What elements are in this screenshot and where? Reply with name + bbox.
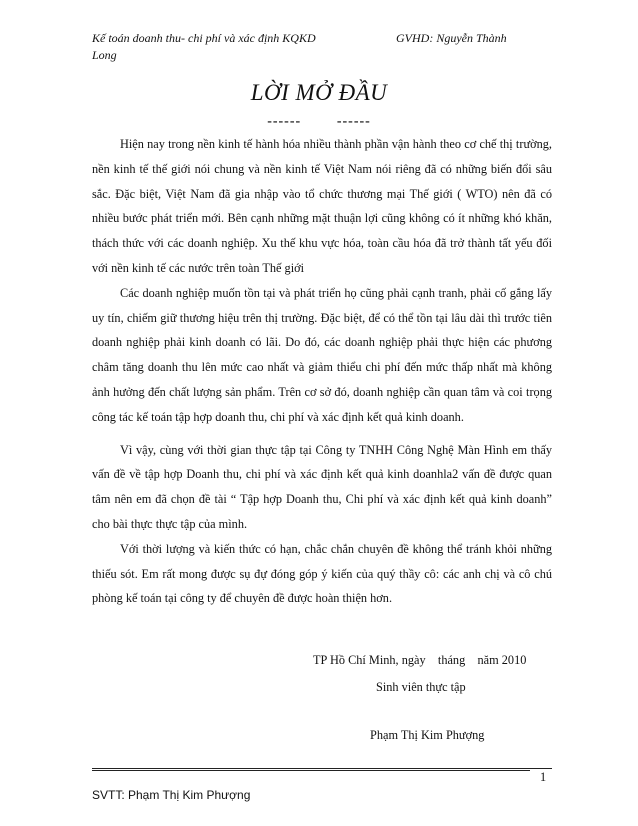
page-header [92,30,552,64]
title-ornament: ------ ------ [282,114,356,129]
signature-role: Sinh viên thực tập [376,680,466,694]
document-body [92,132,552,611]
paragraph-1: Hiện nay trong nền kinh tế hành hóa nhiều thành phần vận hành theo cơ chế thị trường, nền kinh tế thế giới nói chung và nền kinh tế Việt Nam nói riêng đã có những biến đổi sâu sắc. Đặc biệt, Việt Nam đã gia nhập vào tổ chức thương mại Thế giới ( WTO) nên đã có nhiều bước phát triển mới. Bên cạnh những mặt thuận lợi cũng không có ít những khó khăn, thách thức với các doanh nghiệp. Xu thế khu vực hóa, toàn cầu hóa đã trở thành tất yếu đối với nền kinh tế các nước trên toàn Thế giới [92,137,552,275]
header-right-text: GVHD: Nguyễn Thành [396,31,507,45]
header-left-text: Kế toán doanh thu- chi phí và xác định KQKD [92,31,316,45]
signature-place-date: TP Hồ Chí Minh, ngày tháng năm 2010 [313,653,527,667]
paragraph-3: Vì vậy, cùng với thời gian thực tập tại Công ty TNHH Công Nghệ Màn Hình em thấy vấn đề về tập hợp Doanh thu, chi phí và xác định kết quả kinh doanhla2 vấn đề được quan tâm nên em đã chọn đề tài “ Tập hợp Doanh thu, Chi phí và xác định kết quả kinh doanh” cho bài thực thực tập của mình. [92,442,552,531]
page-number: 1 [540,770,547,784]
page-title: LỜI MỞ ĐẦU [250,80,388,105]
header-continuation-text: Long [92,48,117,62]
paragraph-2: Các doanh nghiệp muốn tồn tại và phát triển họ cũng phải cạnh tranh, phải cố gắng lấy uy tín, chiếm giữ thương hiệu trên thị trường. Đặc biệt, để có thể tồn tại lâu dài thì trước tiên doanh nghiệp phải kinh doanh có lãi. Do đó, các doanh nghiệp phải thực hiện các phương châm tăng doanh thu lên mức cao nhất và giảm thiểu chi phí đến mức thấp nhất mà không ảnh hưởng đến chất lượng sản phẩm. Trên cơ sở đó, doanh nghiệp cần quan tâm và coi trọng công tác kế toán tập hợp doanh thu, chi phí và xác định kết quả kinh doanh. [92,285,552,424]
footer-rule-right [530,768,552,769]
footer-rule [92,768,530,771]
signature-name: Phạm Thị Kim Phượng [370,728,485,742]
paragraph-4: Với thời lượng và kiến thức có hạn, chắc chắn chuyên đề không thể tránh khỏi những thiếu sót. Em rất mong được sụ đự đóng góp ý kiến của quý thầy cô: các anh chị và cô chú phòng kế toán tại công ty để chuyên đề được hoàn thiện hơn. [92,541,552,606]
footer-student: SVTT: Phạm Thị Kim Phượng [92,788,251,802]
